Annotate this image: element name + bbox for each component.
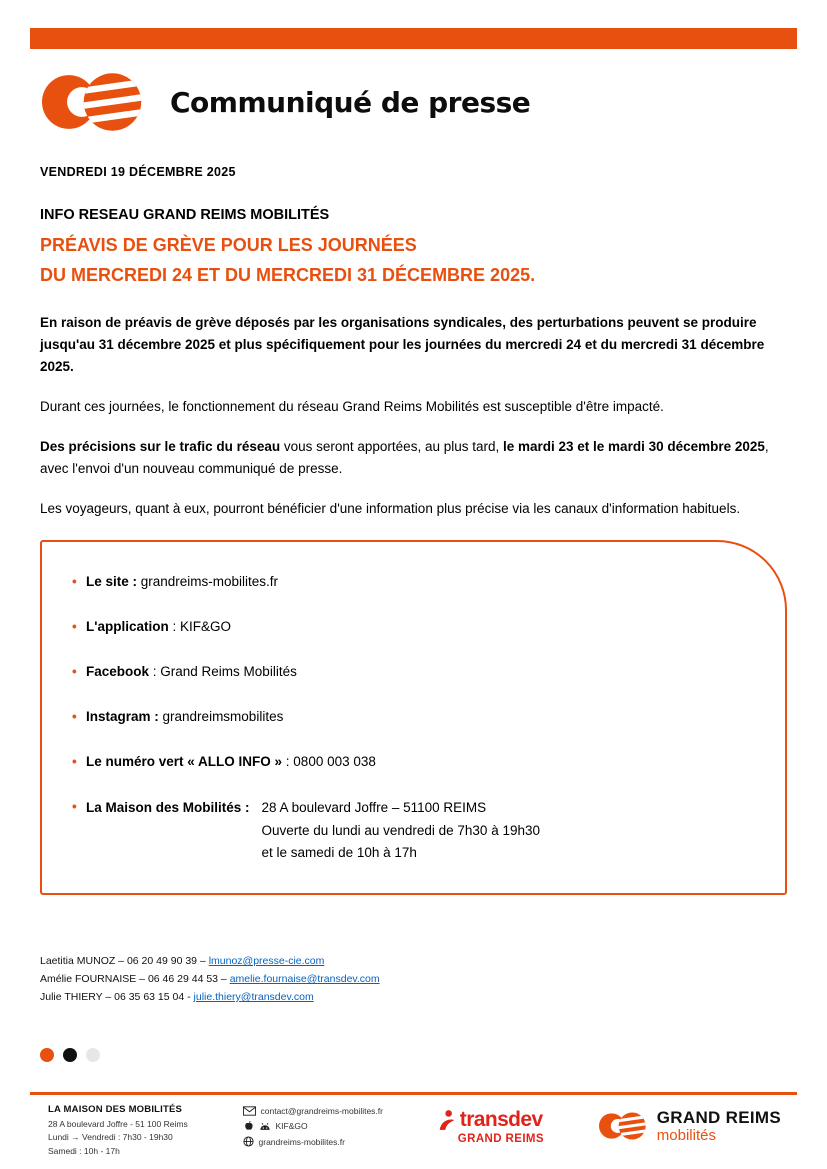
list-item-label: L'application	[86, 619, 169, 634]
list-item-text	[86, 662, 297, 681]
footer-maison-block	[48, 1104, 188, 1156]
bullet-icon: •	[72, 709, 77, 724]
footer-maison-hours-saturday: Samedi : 10h - 17h	[48, 1145, 120, 1156]
paragraph-precisions-text2: , avec l'envoi d'un nouveau communiqué de presse.	[40, 439, 773, 476]
transdev-logo	[438, 1104, 544, 1145]
brand-text	[657, 1108, 781, 1144]
paragraph-intro: En raison de préavis de grève déposés par les organisations syndicales, des perturbations peuvent se produire jusqu'au 31 décembre 2025 et plus spécifiquement pour les journées du mercredi 24 et du mercredi 31 décembre 2025.	[40, 315, 768, 374]
footer-divider	[30, 1092, 797, 1095]
transdev-network-name: GRAND REIMS	[457, 1133, 544, 1145]
dot-orange	[40, 1048, 54, 1062]
list-item-label: Facebook	[86, 664, 150, 679]
main-heading-line1: PRÉAVIS DE GRÈVE POUR LES JOURNÉES	[40, 235, 417, 255]
dot-black	[63, 1048, 77, 1062]
grand-reims-mobilites-footer-logo	[599, 1104, 781, 1144]
date-line: VENDREDI 19 DÉCEMBRE 2025	[40, 165, 236, 179]
footer-channels-block	[243, 1104, 383, 1147]
grand-reims-mobilites-logo-icon	[42, 68, 144, 136]
main-heading	[40, 230, 787, 290]
footer	[0, 1092, 827, 1156]
list-item-value: : 0800 003 038	[282, 754, 376, 769]
footer-columns	[48, 1104, 781, 1156]
list-item-instagram	[72, 707, 755, 726]
globe-icon	[243, 1136, 254, 1147]
footer-maison-hours-week: Lundi → Vendredi : 7h30 - 19h30	[48, 1132, 173, 1142]
apple-icon	[243, 1120, 254, 1132]
list-item-application	[72, 617, 755, 636]
transdev-person-icon	[438, 1109, 456, 1131]
top-orange-bar	[30, 28, 797, 49]
paragraph-precisions	[40, 436, 773, 480]
transdev-wordmark-row	[438, 1108, 544, 1132]
brand-name: GRAND REIMS	[656, 1108, 781, 1127]
list-item-label: Le site :	[86, 574, 138, 589]
contact-line-2	[40, 970, 380, 988]
paragraph-precisions-bold1: Des précisions sur le trafic du réseau	[40, 439, 281, 454]
brand-sub: mobilités	[656, 1127, 716, 1144]
footer-channel-email	[243, 1106, 383, 1116]
footer-maison-title: LA MAISON DES MOBILITÉS	[48, 1104, 183, 1115]
info-channels-box	[40, 540, 787, 895]
contact-line-1	[40, 952, 380, 970]
paragraph-precisions-text1: vous seront apportées, au plus tard,	[280, 439, 503, 454]
list-item-maison	[72, 797, 755, 865]
list-item-site	[72, 572, 755, 591]
maison-address-lines	[262, 797, 540, 865]
main-heading-line2: DU MERCREDI 24 ET DU MERCREDI 31 DÉCEMBRE 2025.	[40, 265, 536, 285]
list-item-value: : KIF&GO	[168, 619, 231, 634]
info-heading: INFO RESEAU GRAND REIMS MOBILITÉS	[40, 207, 330, 223]
paragraph-precisions-bold2: le mardi 23 et le mardi 30 décembre 2025	[503, 439, 765, 454]
envelope-icon	[243, 1106, 256, 1116]
list-item-value: : Grand Reims Mobilités	[149, 664, 297, 679]
list-item-text	[86, 797, 540, 865]
list-item-label: Le numéro vert « ALLO INFO »	[86, 754, 283, 769]
list-item-numero-vert	[72, 752, 755, 771]
maison-line-2: Ouverte du lundi au vendredi de 7h30 à 19h30	[261, 822, 540, 838]
footer-web-text: grandreims-mobilites.fr	[258, 1136, 345, 1147]
contact-text: Julie THIERY – 06 35 63 15 04 -	[40, 991, 194, 1003]
android-icon	[259, 1122, 271, 1131]
masthead	[42, 68, 530, 136]
footer-app-text: KIF&GO	[275, 1121, 308, 1131]
bullet-icon: •	[72, 664, 77, 679]
list-item-value: grandreims-mobilites.fr	[137, 574, 279, 589]
paragraph-voyageurs: Les voyageurs, quant à eux, pourront bénéficier d'une information plus précise via les canaux d'information habituels.	[40, 501, 741, 516]
list-item-text	[86, 707, 283, 726]
bullet-icon: •	[72, 574, 77, 589]
press-contacts	[40, 952, 380, 1006]
maison-line-1: 28 A boulevard Joffre – 51100 REIMS	[261, 800, 487, 815]
list-item-label: Instagram :	[86, 709, 159, 724]
footer-channel-web	[243, 1136, 383, 1147]
list-item-value: grandreimsmobilites	[158, 709, 284, 724]
list-item-text	[86, 617, 231, 636]
paragraph-impact: Durant ces journées, le fonctionnement du réseau Grand Reims Mobilités est susceptible d'être impacté.	[40, 399, 664, 414]
email-link[interactable]: amelie.fournaise@transdev.com	[229, 973, 380, 985]
email-link[interactable]: julie.thiery@transdev.com	[193, 991, 314, 1003]
transdev-wordmark: transdev	[459, 1108, 543, 1131]
brand-dots	[40, 1048, 100, 1062]
list-item-text	[86, 572, 278, 591]
content	[40, 165, 787, 895]
email-link[interactable]: lmunoz@presse-cie.com	[208, 955, 325, 967]
footer-maison-address: 28 A boulevard Joffre - 51 100 Reims	[48, 1118, 188, 1129]
list-item-facebook	[72, 662, 755, 681]
bullet-icon: •	[72, 799, 77, 814]
bullet-icon: •	[72, 754, 77, 769]
contact-text: Amélie FOURNAISE – 06 46 29 44 53 –	[40, 973, 230, 985]
footer-channel-app	[243, 1120, 383, 1132]
list-item-text	[86, 752, 376, 771]
contact-line-3	[40, 988, 380, 1006]
dot-gray	[86, 1048, 100, 1062]
document-title: Communiqué de presse	[170, 85, 531, 119]
bullet-icon: •	[72, 619, 77, 634]
contact-text: Laetitia MUNOZ – 06 20 49 90 39 –	[40, 955, 209, 967]
footer-email-text: contact@grandreims-mobilites.fr	[260, 1106, 383, 1116]
list-item-label: La Maison des Mobilités :	[86, 800, 250, 815]
grand-reims-footer-logo-icon	[599, 1110, 647, 1142]
maison-line-3: et le samedi de 10h à 17h	[261, 845, 417, 860]
